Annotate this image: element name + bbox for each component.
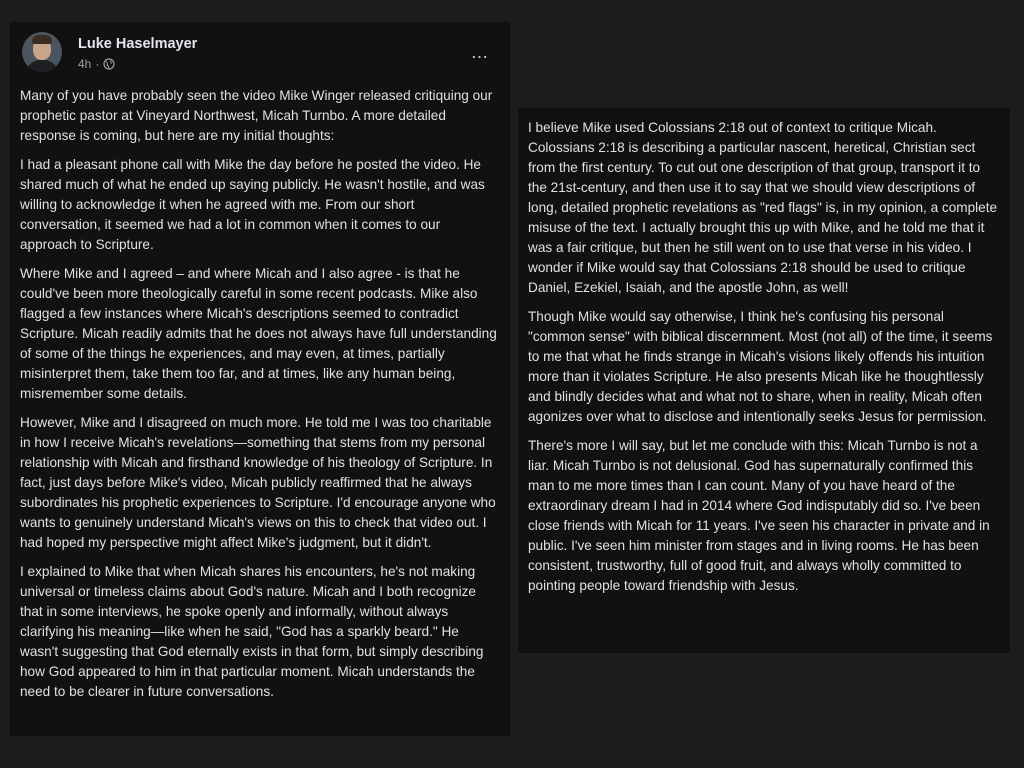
post-header [22,32,492,82]
post-time[interactable]: 4h [78,57,92,71]
avatar[interactable] [22,32,62,72]
post-panel-left [10,22,510,736]
post-text-left [20,86,498,711]
post-paragraph: However, Mike and I disagreed on much more. He told me I was too charitable in how I receive Micah's revelations—something that stems from my personal relationship with Micah and firsthand knowledge of his theology of Scripture. In fact, just days before Mike's video, Micah publicly reaffirmed that he always subordinates his prophetic experiences to Scripture. I'd encourage anyone who wants to genuinely understand Micah's views on this to check that video out. I had hoped my perspective might affect Mike's judgment, but it didn't. [20,415,496,550]
post-paragraph: I believe Mike used Colossians 2:18 out of context to critique Micah. Colossians 2:18 is describing a particular nascent, heretical, Christian sect from the first century. To cut out one description of that group, transport it to the 21st-century, and then use it to say that we should view descriptions of long, detailed prophetic revelations as "red flags" is, in my opinion, a complete misuse of the text. I actually brought this up with Mike, and he told me that it was a fair critique, but then he still went on to use that verse in his video. I wonder if Mike would say that Colossians 2:18 should be used to critique Daniel, Ezekiel, Isaiah, and the apostle John, as well! [528,120,998,295]
globe-icon [103,58,115,70]
post-paragraph: Many of you have probably seen the video Mike Winger released critiquing our prophetic pastor at Vineyard Northwest, Micah Turnbo. A more detailed response is coming, but here are my initial thoughts: [20,88,493,143]
post-panel-right [518,108,1010,653]
post-meta [78,57,115,71]
post-paragraph: Though Mike would say otherwise, I think he's confusing his personal "common sense" with biblical discernment. Most (not all) of the time, it seems to me that what he finds strange in Micah's visions likely offends his intuition more than it violates Scripture. He also presents Micah like he thoughtlessly and blindly decides what and what not to share, when in reality, Micah often agonizes over what to disclose and intentionally seeks Jesus for permission. [528,309,993,424]
post-paragraph: I explained to Mike that when Micah shares his encounters, he's not making universal or timeless claims about God's nature. Micah and I both recognize that in some interviews, he spoke openly and informally, without always clarifying his meaning—like when he said, "God has a sparkly beard." He wasn't suggesting that God eternally exists in that form, but simply describing how God appeared to him in that particular moment. Micah understands the need to be clearer in future conversations. [20,564,484,699]
more-options-button[interactable]: … [470,42,490,62]
post-paragraph: Where Mike and I agreed – and where Micah and I also agree - is that he could've been more theologically careful in some recent podcasts. Mike also flagged a few instances where Micah's descriptions seemed to contradict Scripture. Micah readily admits that he does not always have full understanding of some of the things he experiences, and may even, at times, partially misinterpret them, take them too far, and at times, like any human being, misremember some details. [20,266,497,401]
post-paragraph: I had a pleasant phone call with Mike the day before he posted the video. He shared much of what he ended up saying publicly. He wasn't hostile, and was willing to acknowledge it when he agreed with me. From our short conversation, it seemed we had a lot in common when it comes to our approach to Scripture. [20,157,485,252]
meta-separator: · [95,57,100,71]
author-name[interactable]: Luke Haselmayer [78,36,198,52]
post-text-right [528,118,1000,605]
post-paragraph: There's more I will say, but let me conclude with this: Micah Turnbo is not a liar. Micah Turnbo is not delusional. God has supernaturally confirmed this man to me more times than I can count. Many of you have heard of the extraordinary dream I had in 2014 where God indisputably did so. I've been close friends with Micah for 11 years. I've seen his character in private and in public. I've seen him minister from stages and in living rooms. He has been consistent, trustworthy, full of good fruit, and always wholly committed to pointing people toward friendship with Jesus. [528,438,990,593]
